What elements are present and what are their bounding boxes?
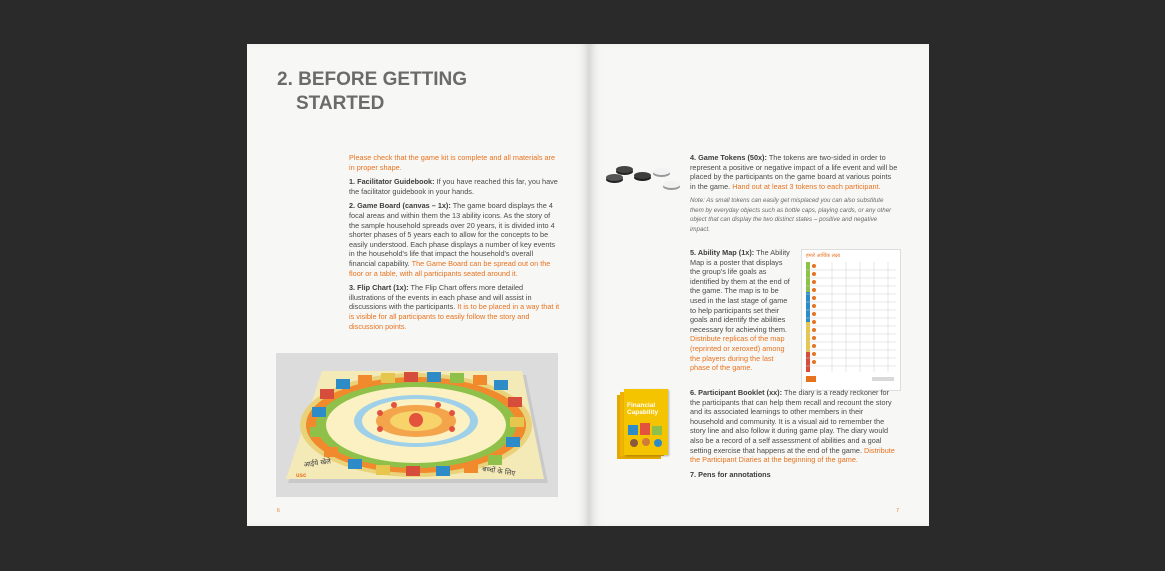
item-flip-chart [349, 283, 561, 331]
item5-text: The Ability Map is a poster that displays the group's life goals as identified by them at the end of the game. The map is to be used in the last stage of game to help participants set their goals and identify the abilities necessary for achieving them. [690, 248, 790, 334]
token-dark [606, 174, 623, 181]
left-page [247, 44, 589, 526]
item-game-tokens [690, 153, 898, 191]
item2-text: The game board displays the 4 focal areas and within them the 13 ability icons. As the story of the sample household spreads over 20 years, it is divided into 4 shorter phases of 5 years each to allow for the concepts to be easily understood. Each phase displays a number of key events in the household's life that impact the household's overall financial capability. [349, 201, 556, 268]
item3-text: The Flip Chart offers more detailed illustrations of the events in each phase and will assist in discussions with the participants. [349, 283, 532, 312]
item-participant-booklet [690, 388, 898, 465]
token-light [663, 181, 680, 188]
item5-label: 5. Ability Map (1x): [690, 248, 755, 257]
participant-booklet-image [617, 389, 669, 461]
item-game-board [349, 201, 561, 278]
title-line-2: STARTED [296, 93, 385, 114]
booklet-title: Financial Capability [627, 402, 659, 416]
item2-label: 2. Game Board (canvas – 1x): [349, 201, 451, 211]
board-cursive-2: बच्चों के लिए [481, 465, 516, 478]
item6-text: The diary is a ready reckoner for the participants that can help them recall and recount the story and its associated learnings to other members in their household and community. It is a visual aid to remember the story line and also follow it during game play. The diary would also be a record of a self assessment of abilities and a goal setting exercise that happens at the end of the game. [690, 388, 892, 455]
right-page [589, 44, 929, 526]
page-title [277, 68, 467, 116]
item-pens [690, 470, 898, 480]
intro-text: Please check that the game kit is complete and all materials are in proper shape. [349, 153, 556, 172]
item-facilitator-guidebook [349, 177, 561, 196]
page-number-left: 6 [277, 508, 280, 514]
title-line-1: 2. BEFORE GETTING [277, 69, 468, 90]
right-text-top [690, 153, 898, 239]
item3-highlight: It is to be placed in a way that it is visible for all participants to easily follow the story and discussion points. [349, 302, 560, 331]
item1-label: 1. Facilitator Guidebook: [349, 177, 435, 187]
item4-label: 4. Game Tokens (50x): [690, 153, 767, 162]
item6-label: 6. Participant Booklet (xx): [690, 388, 783, 397]
item6-highlight: Distribute the Participant Diaries at the beginning of the game. [690, 445, 895, 465]
token-dark [616, 166, 633, 173]
page-number-right: 7 [896, 508, 899, 514]
item7-label: 7. Pens for annotations [690, 469, 771, 479]
item4-highlight: Hand out at least 3 tokens to each participant. [730, 181, 881, 191]
booklet-illustration [624, 421, 668, 451]
item3-label: 3. Flip Chart (1x): [349, 283, 409, 293]
game-board-image [276, 353, 558, 497]
ability-map-grid [802, 250, 900, 390]
item2-highlight: The Game Board can be spread out on the floor or a table, with all participants seated around it. [349, 258, 551, 278]
right-text-bottom [690, 388, 898, 484]
ability-map-heading: हमारे आर्थिक लक्ष्य [806, 253, 841, 259]
token-dark [634, 172, 651, 179]
board-logo: usc [296, 473, 307, 479]
booklet-cover [624, 389, 668, 455]
item-ability-map [690, 248, 794, 373]
item4-text: The tokens are two-sided in order to represent a positive or negative impact of a life event and will be placed by the participants on the game board at various points in the game. [690, 153, 898, 191]
ability-map-image [801, 249, 901, 391]
tokens-note: Note: As small tokens can easily get misplaced you can also substitute them by everyday objects such as bottle caps, playing cards, or any other object that can display the two distinct states – positive and negative impact. [690, 197, 892, 233]
board-cursive-1: आईये खेले [303, 457, 332, 469]
left-text-column [349, 153, 561, 336]
token-light [653, 168, 670, 175]
game-board-illustration [276, 353, 558, 497]
item5-highlight: Distribute replicas of the map (reprinted or xeroxed) among the players during the last phase of the game. [690, 334, 785, 373]
item1-text: If you have reached this far, you have the facilitator guidebook in your hands. [349, 177, 558, 196]
right-text-ability-map [690, 248, 794, 378]
